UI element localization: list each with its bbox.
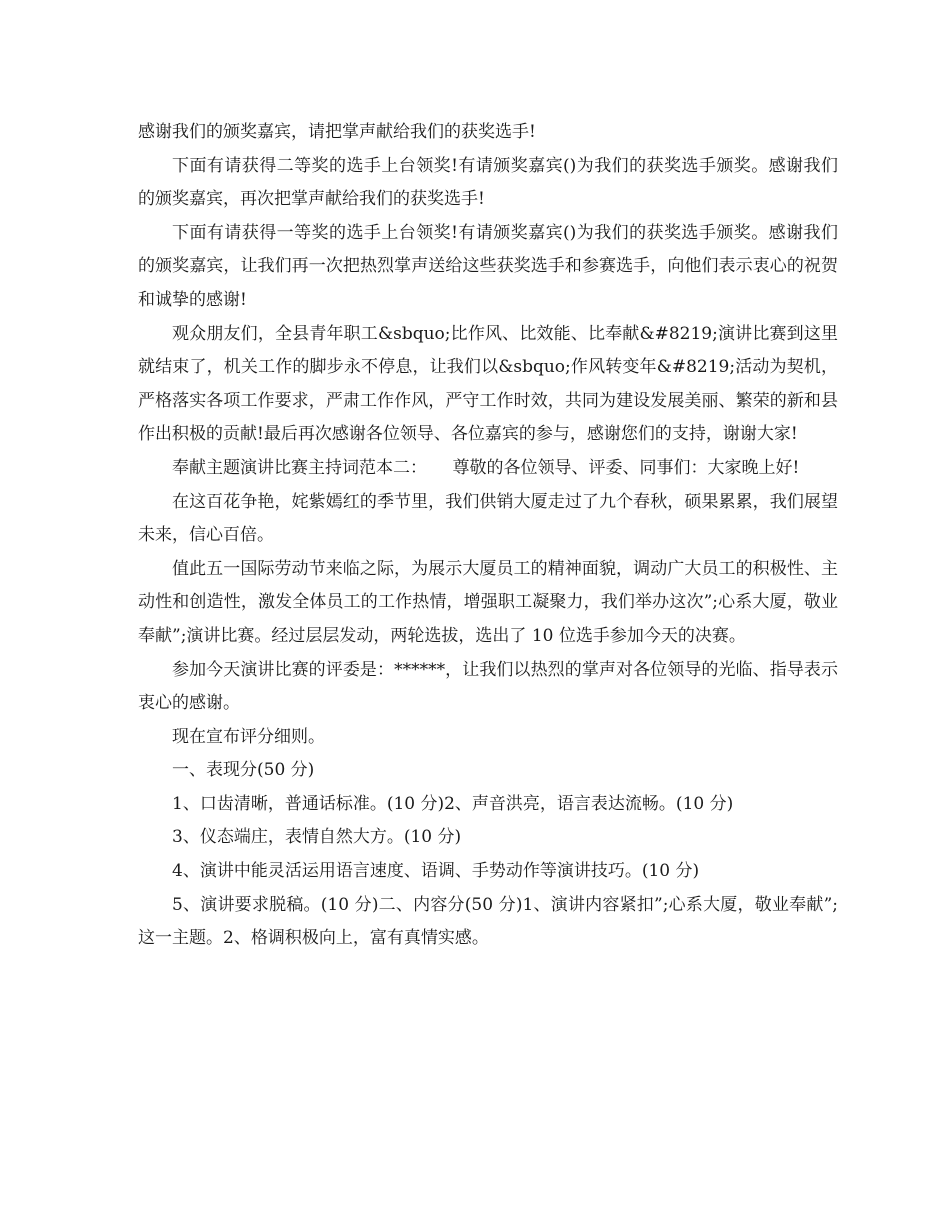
paragraph-closing-remarks: 观众朋友们，全县青年职工&sbquo;比作风、比效能、比奉献&#8219;演讲比赛到这里就结束了，机关工作的脚步永不停息，让我们以&sbquo;作风转变年&#8219;活动为契机，严格落实各项工作要求，严肃工作作风，严守工作时效，共同为建设发展美丽、繁荣的新和县作出积极的贡献!最后再次感谢各位领导、各位嘉宾的参与，感谢您们的支持，谢谢大家! [138,323,838,445]
paragraph-season-intro: 在这百花争艳，姹紫嫣红的季节里，我们供销大厦走过了九个春秋，硕果累累，我们展望未来，信心百倍。 [138,491,838,546]
paragraph-scoring-announcement: 现在宣布评分细则。 [172,726,325,747]
paragraph-rule-3: 3、仪态端庄，表情自然大方。(10 分) [172,827,462,848]
paragraph-contest-purpose: 值此五一国际劳动节来临之际，为展示大厦员工的精神面貌，调动广大员工的积极性、主动性和创造性，激发全体员工的工作热情，增强职工凝聚力，我们举办这次”;心系大厦，敬业奉献”;演讲比赛。经过层层发动，两轮选拔，选出了 10 位选手参加今天的决赛。 [138,558,838,646]
paragraph-rule-1-2: 1、口齿清晰，普通话标准。(10 分)2、声音洪亮，语言表达流畅。(10 分) [172,793,734,814]
paragraph-judges: 参加今天演讲比赛的评委是：******，让我们以热烈的掌声对各位领导的光临、指导表示衷心的感谢。 [138,659,838,714]
document-body [138,116,838,956]
paragraph-rule-4: 4、演讲中能灵活运用语言速度、语调、手势动作等演讲技巧。(10 分) [172,861,700,882]
paragraph-second-prize: 下面有请获得二等奖的选手上台领奖!有请颁奖嘉宾()为我们的获奖选手颁奖。感谢我们的颁奖嘉宾，再次把掌声献给我们的获奖选手! [138,155,838,210]
paragraph-award-thanks: 感谢我们的颁奖嘉宾，请把掌声献给我们的获奖选手! [138,122,536,142]
paragraph-template-two-heading: 奉献主题演讲比赛主持词范本二： 尊敬的各位领导、评委、同事们：大家晚上好! [172,457,800,478]
paragraph-performance-score: 一、表现分(50 分) [172,760,315,781]
paragraph-first-prize: 下面有请获得一等奖的选手上台领奖!有请颁奖嘉宾()为我们的获奖选手颁奖。感谢我们的颁奖嘉宾，让我们再一次把热烈掌声送给这些获奖选手和参赛选手，向他们表示衷心的祝贺和诚挚的感谢! [138,222,838,310]
paragraph-rule-5-content: 5、演讲要求脱稿。(10 分)二、内容分(50 分)1、演讲内容紧扣”;心系大厦，敬业奉献”;这一主题。2、格调积极向上，富有真情实感。 [138,894,838,949]
